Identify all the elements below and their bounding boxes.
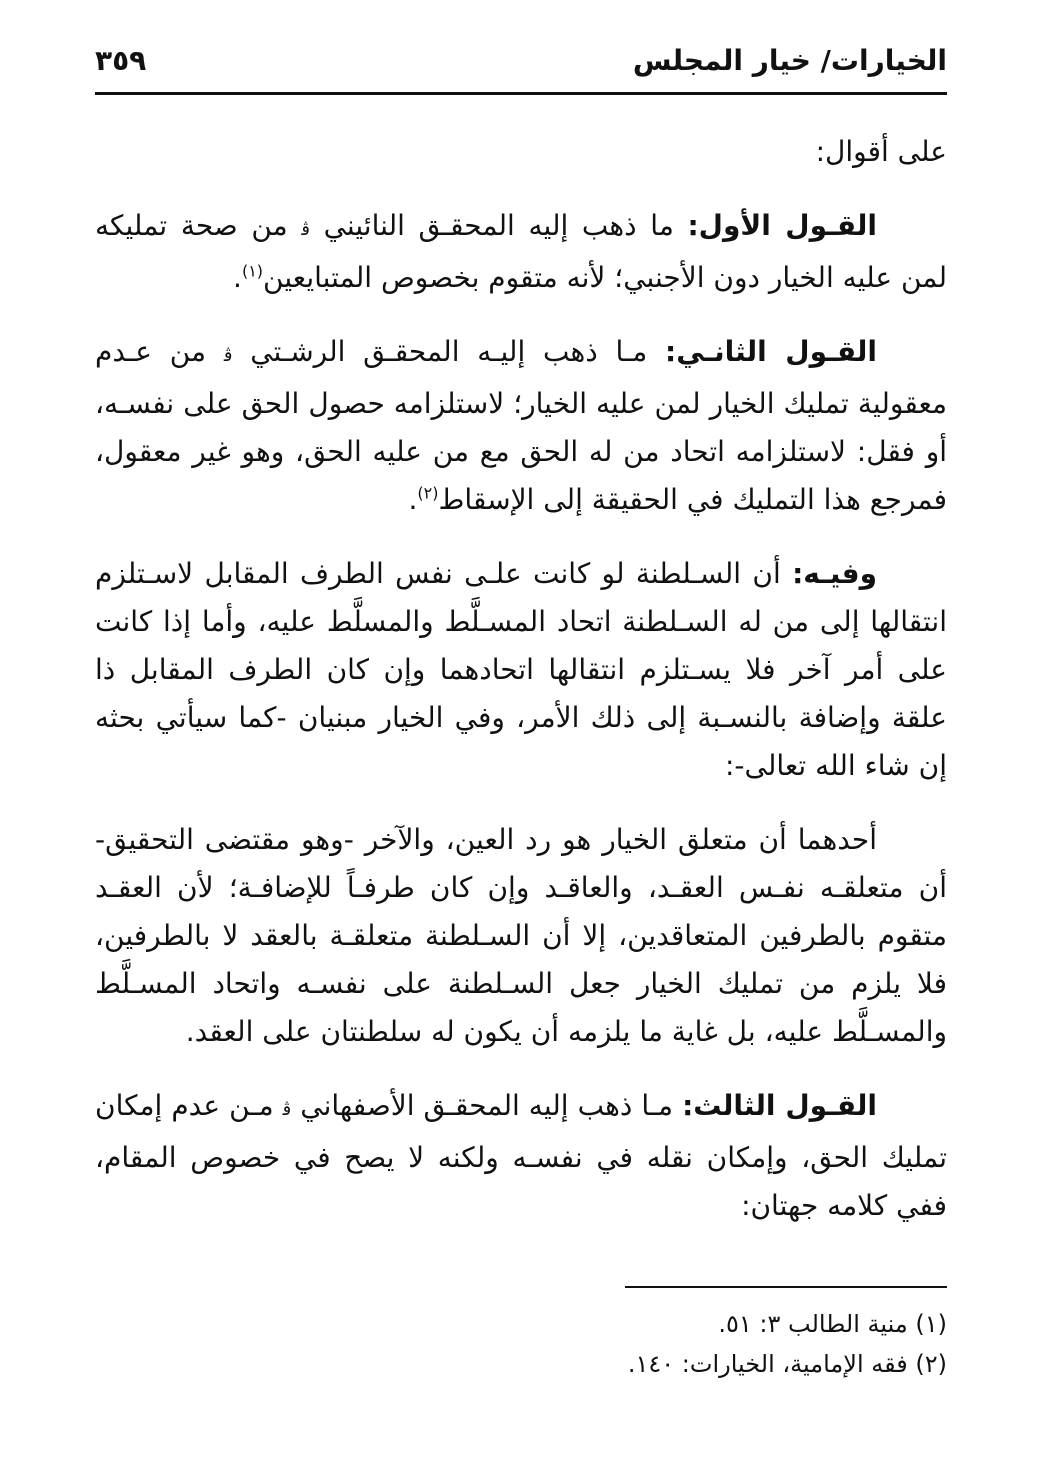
footnote-ref-1: (١) bbox=[241, 261, 264, 281]
objection-text: أن السـلطنة لو كانت علـى نفس الطرف المقابل لاسـتلزم انتقالها إلى من له السـلطنة اتحاد المسـلَّط والمسلَّط عليه، وأما إذا كانت على أمر آخر فلا يسـتلزم انتقالها اتحادهما وإن كان الطرف المقابل ذا علقة وإضافة بالنسـبة إلى ذلك الأمر، وفي الخيار مبنيان -كما سيأتي بحثه إن شاء الله تعالى-: bbox=[95, 557, 947, 782]
header-rule bbox=[95, 92, 947, 95]
paragraph-third-opinion bbox=[95, 1082, 947, 1230]
third-opinion-text-a: مـا ذهب إليه المحقـق الأصفهاني bbox=[291, 1089, 683, 1122]
main-text bbox=[95, 128, 947, 1256]
page-number: ٣٥٩ bbox=[95, 44, 147, 77]
third-opinion-heading: القـول الثالث: bbox=[682, 1089, 878, 1122]
second-opinion-text-b: من عـدم معقولية تمليك الخيار لمن عليه الخيار؛ لاستلزامه حصول الحق على نفسـه، أو فقل: لاستلزامه اتحاد من له الحق مع من عليه الحق، وهو غير معقول، فمرجع هذا التمليك في الحقيقة إلى الإسقاط bbox=[95, 335, 947, 516]
footnote-2: (٢) فقه الإمامية، الخيارات: ١٤٠. bbox=[627, 1350, 947, 1378]
paragraph-second-opinion bbox=[95, 328, 947, 524]
paragraph-objection bbox=[95, 550, 947, 790]
paragraph-intro bbox=[95, 128, 947, 176]
second-opinion-heading: القـول الثانـي: bbox=[665, 335, 877, 368]
honorific-glyph: ﭬ bbox=[301, 219, 310, 240]
first-opinion-end: . bbox=[233, 261, 242, 294]
footnote-separator bbox=[625, 1286, 947, 1288]
paragraph-first-opinion bbox=[95, 202, 947, 302]
footnote-1: (١) منية الطالب ٣: ٥١. bbox=[718, 1310, 947, 1338]
page-header bbox=[95, 40, 947, 92]
running-title: الخيارات/ خيار المجلس bbox=[632, 44, 947, 77]
objection-heading: وفيـه: bbox=[792, 557, 877, 590]
honorific-glyph: ﭬ bbox=[223, 345, 233, 366]
honorific-glyph: ﭬ bbox=[282, 1099, 292, 1120]
first-opinion-heading: القـول الأول: bbox=[687, 209, 877, 242]
first-opinion-text-a: ما ذهب إليه المحقـق النائيني bbox=[309, 209, 688, 242]
second-opinion-text-a: مـا ذهب إليـه المحقـق الرشـتي bbox=[232, 335, 666, 368]
footnotes bbox=[95, 1304, 947, 1384]
first-opinion-text-b: من صحة تمليكه لمن عليه الخيار دون الأجنبي؛ لأنه متقوم بخصوص المتبايعين bbox=[95, 209, 947, 294]
paragraph-two-bases bbox=[95, 816, 947, 1056]
two-bases-text: أحدهما أن متعلق الخيار هو رد العين، والآخر -وهو مقتضى التحقيق- أن متعلقـه نفـس العقـد، والعاقـد وإن كان طرفـاً للإضافـة؛ لأن العقـد متقوم بالطرفين المتعاقدين، إلا أن السـلطنة متعلقـة بالعقد لا بالطرفين، فلا يلزم من تمليك الخيار جعل السـلطنة على نفسـه واتحاد المسـلَّط والمسـلَّط عليه، بل غاية ما يلزمه أن يكون له سلطنتان على العقد. bbox=[95, 823, 947, 1048]
intro-text: على أقوال: bbox=[815, 135, 947, 168]
second-opinion-end: . bbox=[408, 483, 418, 516]
third-opinion-text-b: مـن عدم إمكان تمليك الحق، وإمكان نقله في نفسـه ولكنه لا يصح في خصوص المقام، ففي كلامه جهتان: bbox=[95, 1089, 947, 1222]
footnote-ref-2: (٢) bbox=[417, 483, 439, 503]
